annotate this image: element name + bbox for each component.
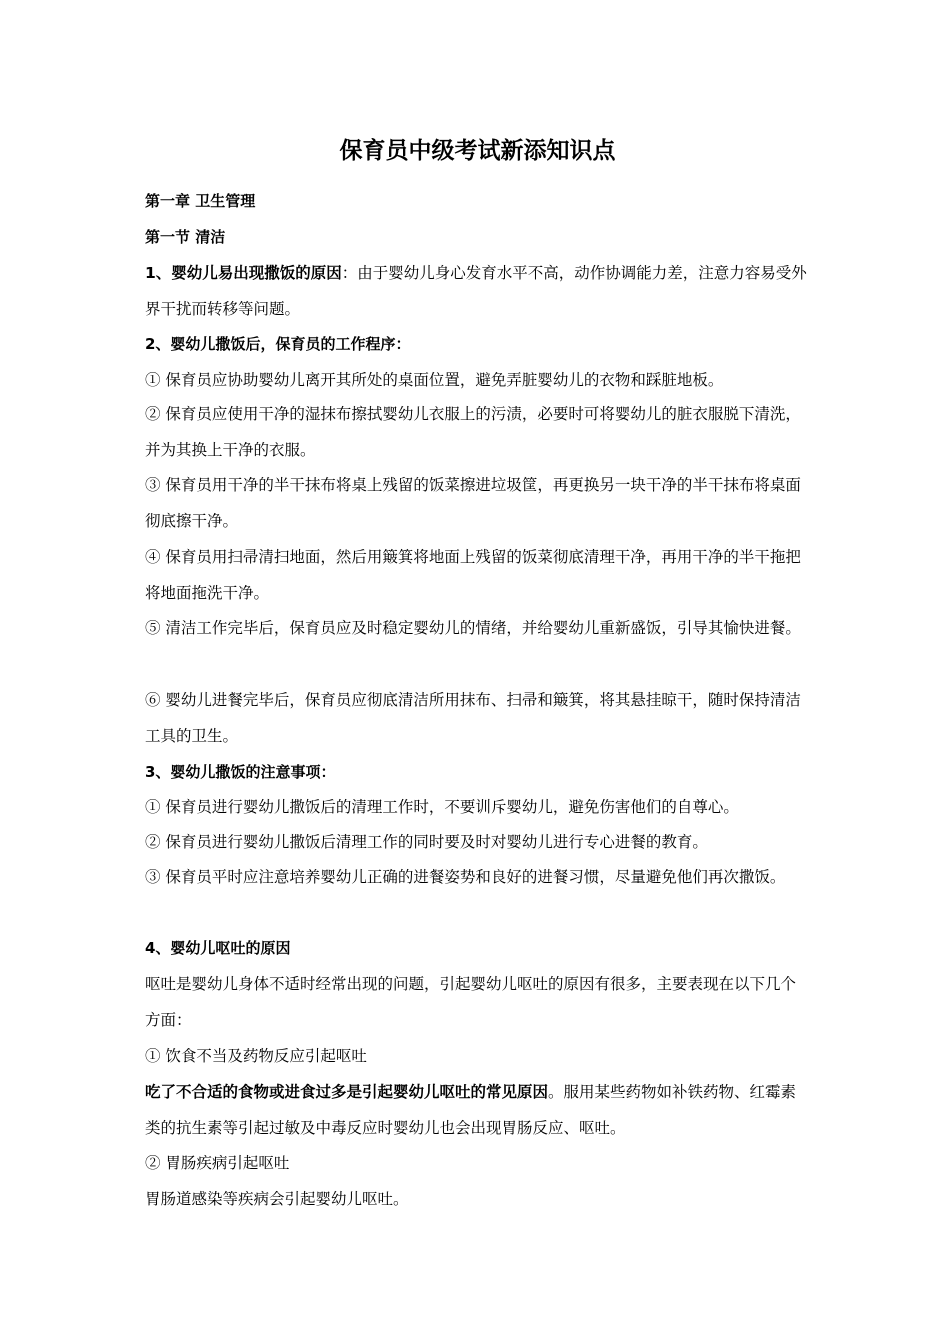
- q4-intro: 呕吐是婴幼儿身体不适时经常出现的问题，引起婴幼儿呕吐的原因有很多，主要表现在以下几个方面：: [145, 975, 797, 1029]
- q1-label: 1、婴幼儿易出现撒饭的原因: [145, 264, 342, 282]
- q1-text: ：由于婴幼儿身心发育水平不高，动作协调能力差，注意力容易受外界干扰而转移等问题。: [145, 264, 807, 318]
- q3-item-1: ① 保育员进行婴幼儿撒饭后的清理工作时，不要训斥婴幼儿，避免伤害他们的自尊心。: [145, 798, 739, 816]
- q3-item-2: ② 保育员进行婴幼儿撒饭后清理工作的同时要及时对婴幼儿进行专心进餐的教育。: [145, 833, 708, 851]
- q2-item-5: ⑤ 清洁工作完毕后，保育员应及时稳定婴幼儿的情绪，并给婴幼儿重新盛饭，引导其愉快进餐。: [145, 619, 801, 637]
- q3-item-3: ③ 保育员平时应注意培养婴幼儿正确的进餐姿势和良好的进餐习惯，尽量避免他们再次撒饭。: [145, 868, 786, 886]
- chapter-heading: 第一章 卫生管理: [145, 192, 256, 210]
- q4-sub1-bold: 吃了不合适的食物或进食过多是引起婴幼儿呕吐的常见原因: [145, 1083, 549, 1101]
- q2-item-3: ③ 保育员用干净的半干抹布将桌上残留的饭菜擦进垃圾筐，再更换另一块干净的半干抹布将桌面彻底擦干净。: [145, 476, 801, 530]
- q1-paragraph: [145, 255, 810, 327]
- q2-item-2: ② 保育员应使用干净的湿抹布擦拭婴幼儿衣服上的污渍，必要时可将婴幼儿的脏衣服脱下清洗，并为其换上干净的衣服。: [145, 405, 801, 459]
- q2-heading: 2、婴幼儿撒饭后，保育员的工作程序：: [145, 335, 411, 353]
- q4-heading: 4、婴幼儿呕吐的原因: [145, 939, 291, 957]
- q4-sub1-title: ① 饮食不当及药物反应引起呕吐: [145, 1047, 367, 1065]
- q2-item-1: ① 保育员应协助婴幼儿离开其所处的桌面位置，避免弄脏婴幼儿的衣物和踩脏地板。: [145, 371, 724, 389]
- q4-sub1-paragraph: [145, 1074, 810, 1146]
- q4-sub2-title: ② 胃肠疾病引起呕吐: [145, 1154, 290, 1172]
- q3-heading: 3、婴幼儿撒饭的注意事项：: [145, 763, 336, 781]
- q2-item-4: ④ 保育员用扫帚清扫地面，然后用簸箕将地面上残留的饭菜彻底清理干净，再用干净的半干拖把将地面拖洗干净。: [145, 548, 801, 602]
- q4-sub1-text: 。服用某些药物如补铁药物、红霉素类的抗生素等引起过敏及中毒反应时婴幼儿也会出现胃肠反应、呕吐。: [145, 1083, 797, 1137]
- q4-sub2-text: 胃肠道感染等疾病会引起婴幼儿呕吐。: [145, 1190, 409, 1208]
- document-title: 保育员中级考试新添知识点: [339, 138, 616, 164]
- q2-item-6: ⑥ 婴幼儿进餐完毕后，保育员应彻底清洁所用抹布、扫帚和簸箕，将其悬挂晾干，随时保持清洁工具的卫生。: [145, 691, 801, 745]
- section-heading: 第一节 清洁: [145, 228, 226, 246]
